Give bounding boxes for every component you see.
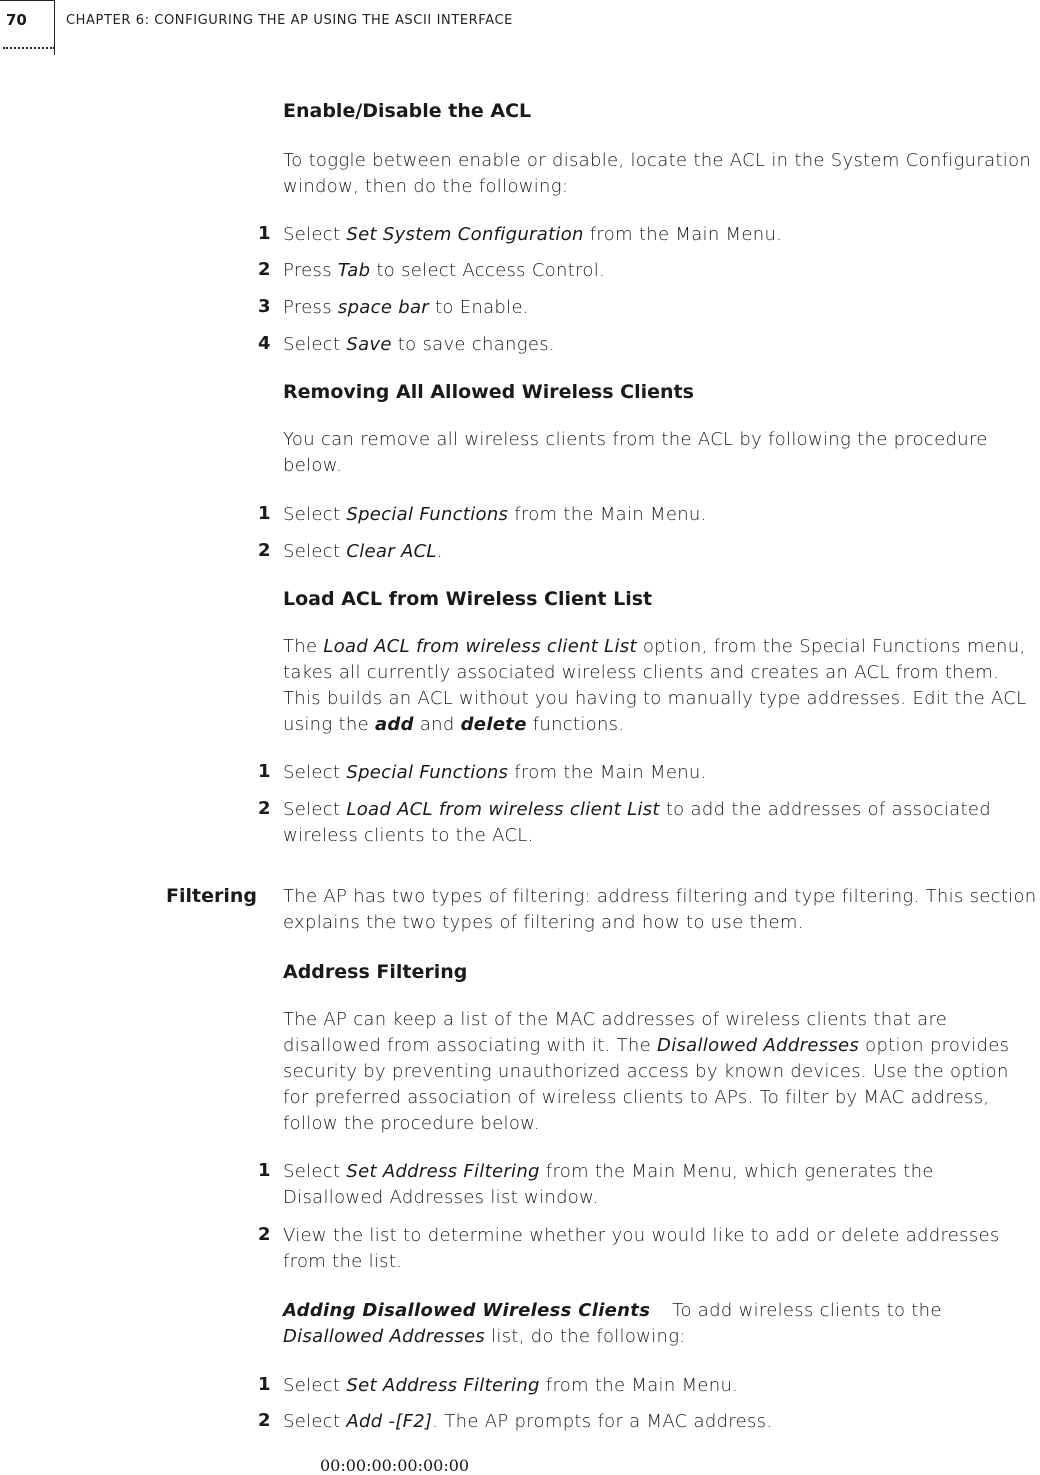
heading-enable-disable-acl: Enable/Disable the ACL [283, 100, 532, 122]
step-number: 3 [258, 296, 271, 317]
step-number: 1 [258, 223, 271, 244]
step-number: 1 [258, 1374, 271, 1395]
step-number: 2 [258, 259, 271, 280]
running-header: CHAPTER 6: CONFIGURING THE AP USING THE ASCII INTERFACE [66, 13, 513, 28]
run-in-heading-adding: Adding Disallowed Wireless Clients [283, 1300, 651, 1321]
step-text: Select Clear ACL. [283, 541, 443, 562]
step-number: 1 [258, 761, 271, 782]
step-text: Select Add -[F2]. The AP prompts for a MAC address. [283, 1411, 773, 1432]
step-number: 4 [258, 333, 271, 354]
paragraph-address-intro: The AP can keep a list of the MAC addresses of wireless clients that are disallowed from associating with it. The Disallowed Addresses option provides security by preventing unauthorized access by known devices. Use the option for preferred association of wireless clients to APs. To filter by MAC address, follow the procedure below. [283, 1009, 1010, 1134]
step-text: Select Set System Configuration from the Main Menu. [283, 224, 783, 245]
paragraph-filtering-intro: The AP has two types of filtering: address filtering and type filtering. This section explains the two types of filtering and how to use them. [283, 886, 1037, 933]
step-text: View the list to determine whether you would like to add or delete addresses from the list. [283, 1225, 1000, 1272]
page-number-box [0, 0, 55, 55]
step-number: 2 [258, 1224, 271, 1245]
mac-address-example: 00:00:00:00:00:00 [320, 1456, 470, 1475]
step-text: Select Set Address Filtering from the Main Menu. [283, 1375, 739, 1396]
step-text: Press Tab to select Access Control. [283, 260, 606, 281]
side-heading-filtering: Filtering [166, 885, 257, 907]
paragraph-enable-intro: To toggle between enable or disable, locate the ACL in the System Configuration window, then do the following: [283, 150, 1032, 197]
paragraph-load-intro: The Load ACL from wireless client List option, from the Special Functions menu, takes all currently associated wireless clients and creates an ACL from them. This builds an ACL without you having to manually type addresses. Edit the ACL using the add and delete functions. [283, 636, 1027, 735]
paragraph-remove-intro: You can remove all wireless clients from the ACL by following the procedure below. [283, 429, 988, 476]
step-number: 1 [258, 1160, 271, 1181]
step-number: 1 [258, 503, 271, 524]
step-number: 2 [258, 798, 271, 819]
step-number: 2 [258, 540, 271, 561]
step-text: Select Save to save changes. [283, 334, 555, 355]
step-text: Press space bar to Enable. [283, 297, 529, 318]
step-text: Select Load ACL from wireless client List to add the addresses of associated wireless clients to the ACL. [283, 799, 991, 846]
heading-removing-clients: Removing All Allowed Wireless Clients [283, 381, 694, 403]
paragraph-adding-disallowed: Adding Disallowed Wireless Clients To add wireless clients to the Disallowed Addresses list, do the following: [283, 1300, 942, 1347]
step-number: 2 [258, 1410, 271, 1431]
heading-address-filtering: Address Filtering [283, 961, 468, 983]
step-text: Select Special Functions from the Main Menu. [283, 762, 707, 783]
heading-load-acl: Load ACL from Wireless Client List [283, 588, 653, 610]
step-text: Select Set Address Filtering from the Main Menu, which generates the Disallowed Addresses list window. [283, 1161, 934, 1208]
dotted-rule [3, 47, 55, 49]
page-number: 70 [6, 11, 27, 29]
step-text: Select Special Functions from the Main Menu. [283, 504, 707, 525]
